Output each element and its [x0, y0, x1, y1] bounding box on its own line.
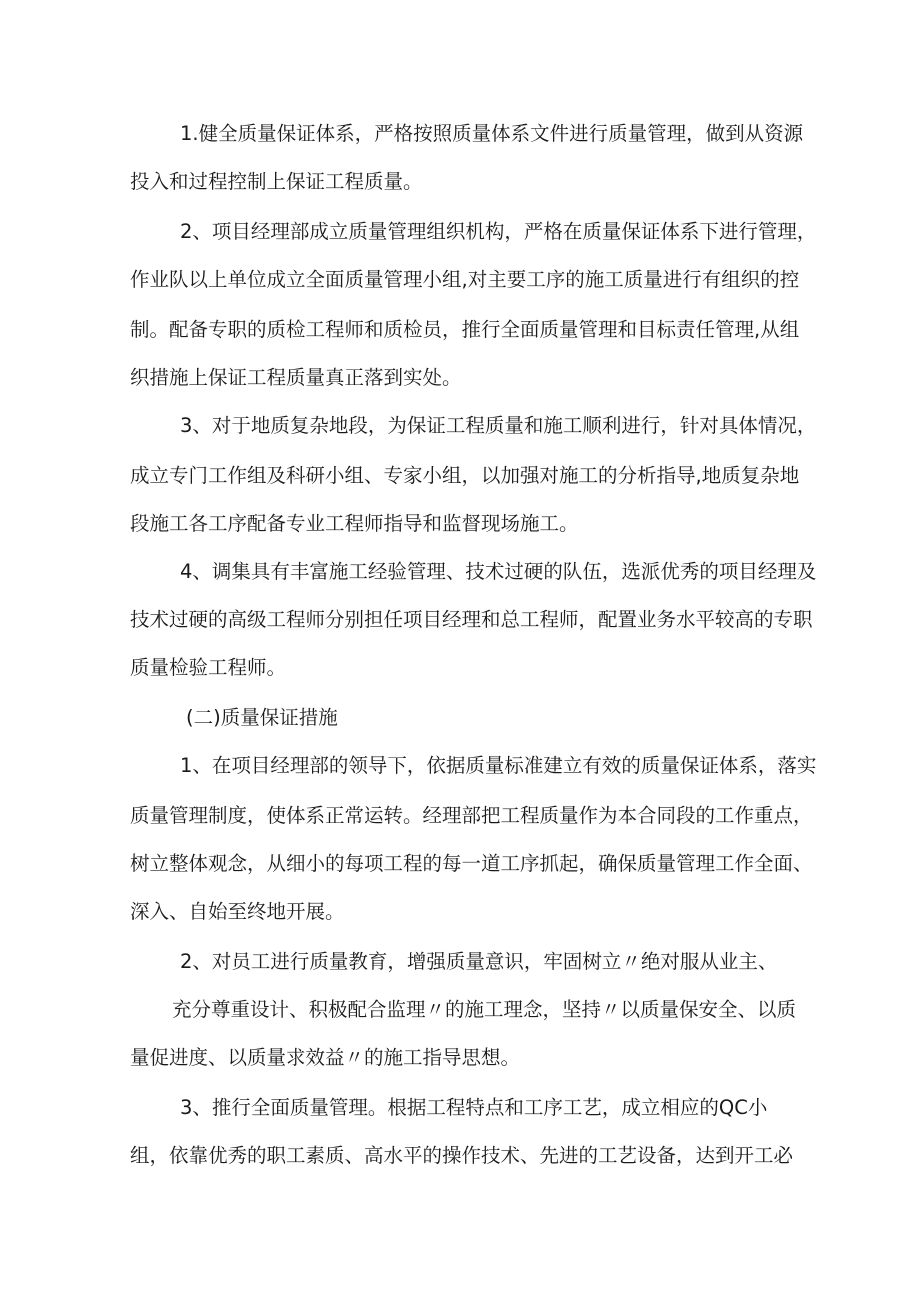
- paragraph-6-line-3: 量促进度、以质量求效益〃的施工指导思想。: [130, 1046, 521, 1069]
- paragraph-3-line-1: 3、对于地质复杂地段，为保证工程质量和施工顺利进行，针对具体情况，: [180, 414, 817, 437]
- paragraph-4-line-1: 4、调集具有丰富施工经验管理、技术过硬的队伍，选派优秀的项目经理及: [180, 560, 817, 583]
- paragraph-6-line-2: 充分尊重设计、积极配合监理〃的施工理念，坚持〃以质量保安全、以质: [172, 998, 797, 1021]
- paragraph-5-line-1: 1、在项目经理部的领导下，依据质量标准建立有效的质量保证体系，落实: [180, 754, 817, 777]
- paragraph-7-line-2: 组，依靠优秀的职工素质、高水平的操作技术、先进的工艺设备，达到开工必: [130, 1144, 794, 1167]
- paragraph-7-line-1: 3、推行全面质量管理。根据工程特点和工序工艺，成立相应的QC小: [180, 1096, 768, 1119]
- paragraph-2-line-3: 制。配备专职的质检工程师和质检员，推行全面质量管理和目标责任管理,从组: [130, 318, 800, 341]
- paragraph-4-line-2: 技术过硬的高级工程师分别担任项目经理和总工程师，配置业务水平较高的专职: [130, 608, 813, 631]
- paragraph-1-line-2: 投入和过程控制上保证工程质量。: [130, 170, 423, 193]
- paragraph-4-line-3: 质量检验工程师。: [130, 656, 287, 679]
- section-heading: (二)质量保证措施: [186, 706, 338, 729]
- paragraph-6-line-1: 2、对员工进行质量教育，增强质量意识，牢固树立〃绝对服从业主、: [180, 950, 778, 973]
- paragraph-5-line-3: 树立整体观念，从细小的每项工程的每一道工序抓起，确保质量管理工作全面、: [130, 852, 813, 875]
- paragraph-2-line-4: 织措施上保证工程质量真正落到实处。: [130, 366, 462, 389]
- paragraph-2-line-2: 作业队以上单位成立全面质量管理小组,对主要工序的施工质量进行有组织的控: [130, 268, 800, 291]
- paragraph-3-line-2: 成立专门工作组及科研小组、专家小组，以加强对施工的分析指导,地质复杂地: [130, 464, 800, 487]
- paragraph-3-line-3: 段施工各工序配备专业工程师指导和监督现场施工。: [130, 512, 579, 535]
- paragraph-1-line-1: 1.健全质量保证体系，严格按照质量体系文件进行质量管理，做到从资源: [180, 122, 804, 145]
- paragraph-5-line-4: 深入、自始至终地开展。: [130, 900, 345, 923]
- paragraph-2-line-1: 2、项目经理部成立质量管理组织机构，严格在质量保证体系下进行管理，: [180, 220, 817, 243]
- paragraph-5-line-2: 质量管理制度，使体系正常运转。经理部把工程质量作为本合同段的工作重点，: [130, 804, 813, 827]
